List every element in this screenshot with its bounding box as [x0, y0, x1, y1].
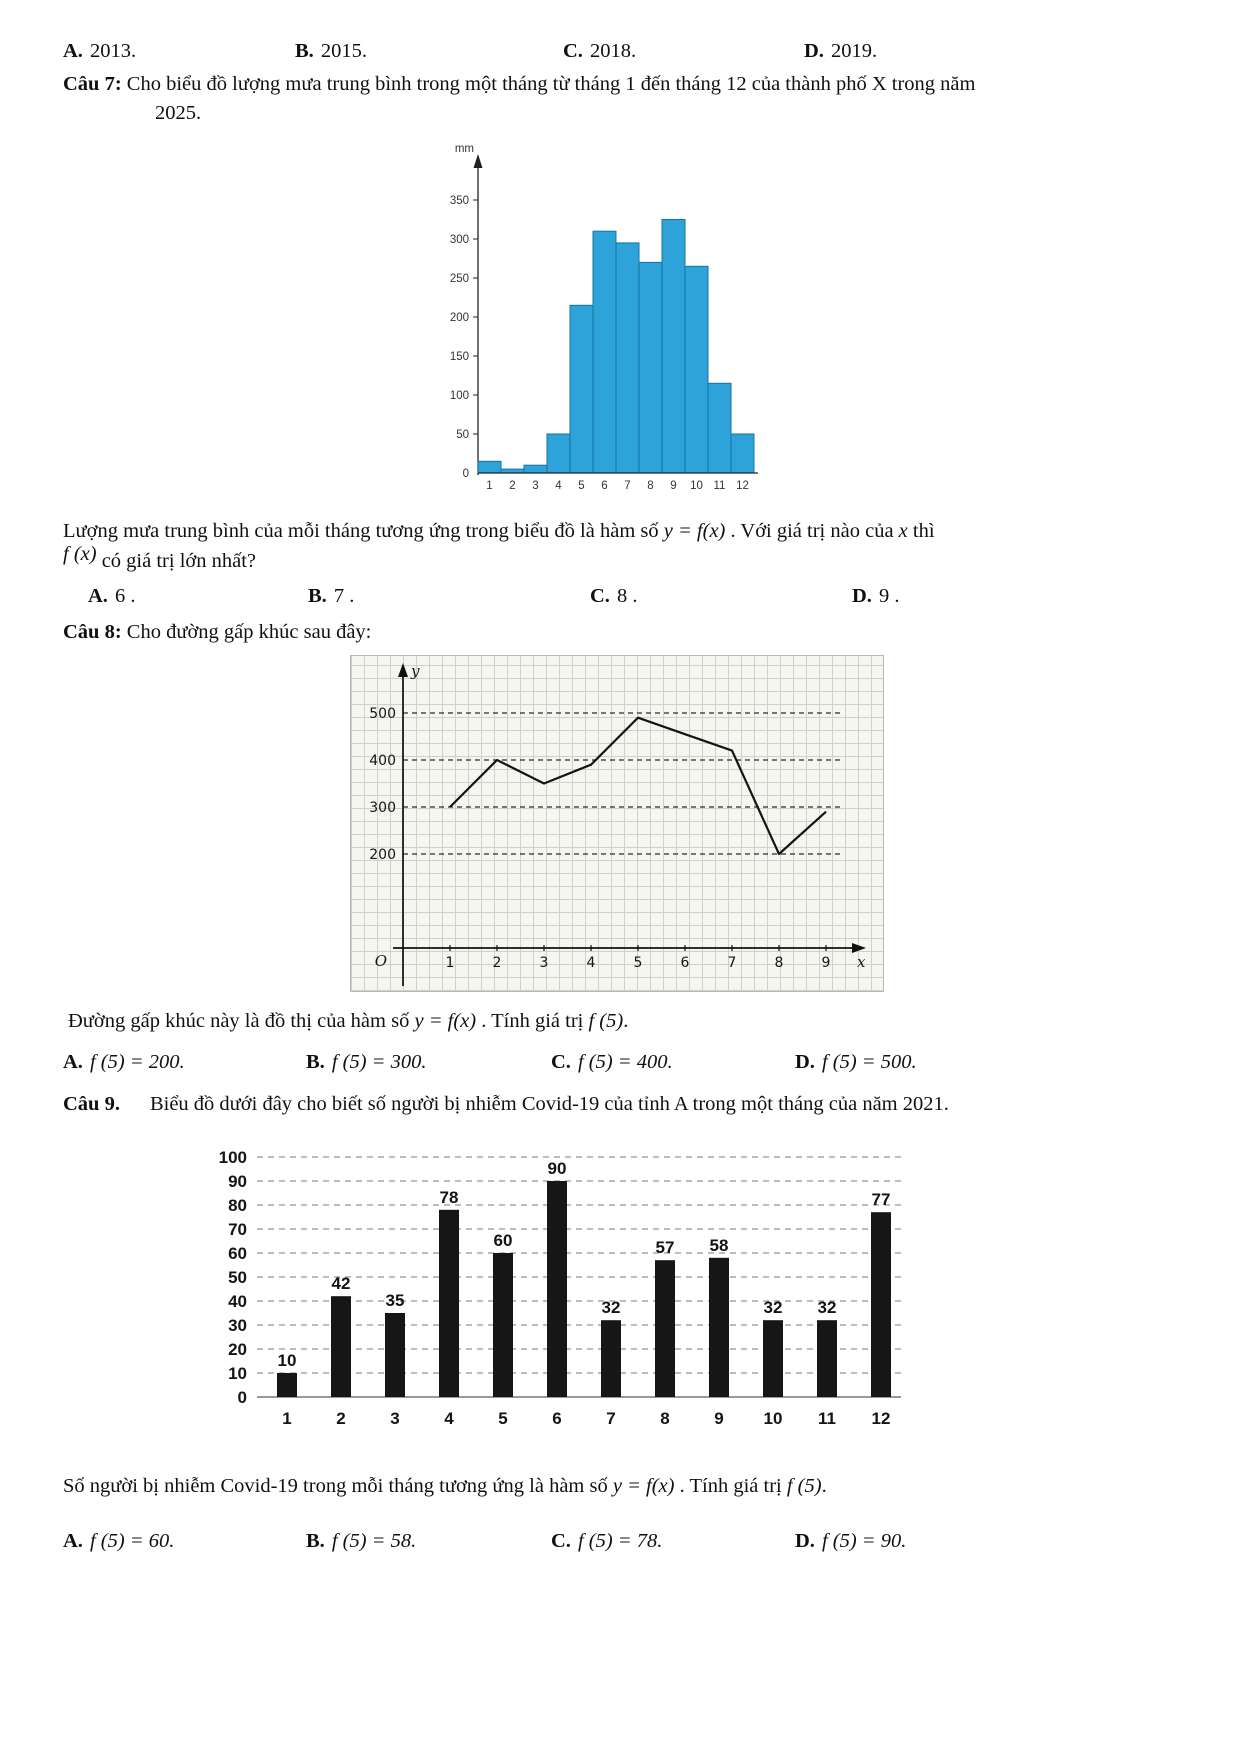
svg-text:9: 9	[670, 480, 677, 493]
svg-text:4: 4	[555, 480, 562, 493]
answer-letter: C.	[551, 1529, 571, 1552]
svg-text:2: 2	[509, 480, 516, 493]
answer-option-d	[795, 1048, 917, 1078]
q7-desc-text: . Với giá trị nào của	[725, 520, 899, 543]
formula-f5: f (5)	[588, 1010, 624, 1033]
answer-letter: A.	[63, 40, 83, 62]
answer-letter: C.	[563, 40, 583, 62]
q8-desc-text: .	[623, 1010, 629, 1033]
svg-text:7: 7	[727, 955, 737, 972]
answer-letter: A.	[63, 1529, 83, 1552]
svg-text:40: 40	[228, 1292, 247, 1312]
question-9-text: Biểu đồ dưới đây cho biết số người bị nhiễm Covid-19 của tỉnh A trong một tháng của năm 2021.	[149, 1093, 949, 1116]
q9-desc-text: . Tính giá trị	[674, 1475, 787, 1498]
svg-text:4: 4	[586, 955, 596, 972]
q7-desc-text-line2: có giá trị lớn nhất?	[96, 549, 256, 572]
question-8-label: Câu 8:	[63, 621, 122, 644]
answer-letter: B.	[308, 584, 327, 607]
svg-text:90: 90	[228, 1172, 247, 1192]
svg-text:1: 1	[445, 955, 455, 972]
q7-desc-text: Lượng mưa trung bình của mỗi tháng tương ứng trong biểu đồ là hàm số	[63, 520, 664, 543]
svg-text:1: 1	[282, 1409, 292, 1429]
answer-option-d	[795, 1527, 906, 1557]
svg-text:77: 77	[871, 1190, 891, 1210]
formula-y-fx: y = f(x)	[612, 1475, 675, 1498]
svg-text:300: 300	[369, 800, 396, 817]
svg-text:5: 5	[498, 1409, 508, 1429]
answer-text: 2019.	[830, 40, 878, 62]
svg-text:80: 80	[228, 1196, 247, 1216]
answer-text: 2018.	[589, 40, 637, 62]
answer-letter: D.	[795, 1529, 815, 1552]
svg-text:6: 6	[680, 955, 690, 972]
answer-text: f (5) = 400.	[577, 1050, 673, 1073]
svg-text:42: 42	[331, 1274, 351, 1294]
svg-text:10: 10	[690, 480, 703, 493]
svg-text:9: 9	[821, 955, 831, 972]
svg-text:200: 200	[449, 312, 469, 325]
answer-text: f (5) = 200.	[89, 1050, 185, 1073]
question-7-label: Câu 7:	[63, 72, 122, 95]
svg-text:250: 250	[449, 273, 469, 286]
svg-text:100: 100	[449, 390, 469, 403]
answer-letter: C.	[590, 584, 610, 607]
svg-text:12: 12	[736, 480, 749, 493]
answer-text: 2015.	[320, 40, 367, 62]
answer-letter: C.	[551, 1050, 571, 1073]
svg-text:7: 7	[624, 480, 631, 493]
svg-text:0: 0	[237, 1388, 247, 1408]
svg-text:70: 70	[228, 1220, 247, 1240]
svg-text:10: 10	[763, 1409, 783, 1429]
answer-option-a	[63, 1048, 306, 1078]
svg-text:8: 8	[660, 1409, 670, 1429]
answer-text: f (5) = 90.	[821, 1529, 907, 1552]
answer-row-question-7	[63, 582, 1183, 612]
svg-text:350: 350	[449, 195, 469, 208]
svg-text:60: 60	[228, 1244, 247, 1264]
formula-fx: f (x)	[63, 542, 97, 565]
answer-letter: B.	[306, 1529, 325, 1552]
svg-text:20: 20	[228, 1340, 247, 1360]
question-8-description	[63, 1007, 1183, 1037]
q9-desc-text: .	[821, 1475, 827, 1498]
formula-y-fx: y = f(x)	[663, 520, 726, 543]
question-8-text: Cho đường gấp khúc sau đây:	[126, 621, 372, 644]
question-7-text: Cho biểu đồ lượng mưa trung bình trong một tháng từ tháng 1 đến tháng 12 của thành phố X trong năm	[126, 72, 976, 95]
svg-text:100: 100	[218, 1148, 247, 1168]
answer-letter: A.	[88, 584, 108, 607]
svg-text:0: 0	[462, 468, 469, 481]
svg-text:57: 57	[655, 1238, 675, 1258]
polyline-graph-chart	[350, 655, 884, 992]
answer-option-a	[63, 1527, 306, 1557]
rainfall-chart-svg	[432, 143, 772, 495]
svg-text:60: 60	[493, 1231, 513, 1251]
covid-bar-chart	[209, 1139, 909, 1445]
svg-text:3: 3	[390, 1409, 400, 1429]
answer-option-d	[852, 582, 899, 612]
answer-letter: D.	[852, 584, 872, 607]
svg-text:32: 32	[763, 1298, 783, 1318]
svg-text:30: 30	[228, 1316, 247, 1336]
answer-letter: D.	[795, 1050, 815, 1073]
svg-text:6: 6	[552, 1409, 562, 1429]
answer-text: f (5) = 78.	[577, 1529, 663, 1552]
svg-text:mm: mm	[454, 143, 474, 156]
answer-option-c	[551, 1048, 795, 1078]
svg-text:78: 78	[439, 1187, 459, 1207]
svg-text:300: 300	[449, 234, 469, 247]
svg-text:50: 50	[456, 429, 469, 442]
q8-desc-text: . Tính giá trị	[476, 1010, 589, 1033]
question-8-statement	[63, 618, 1183, 648]
answer-text: 7 .	[333, 584, 355, 607]
svg-text:400: 400	[369, 753, 396, 770]
answer-option-b	[306, 1527, 551, 1557]
answer-letter: B.	[306, 1050, 325, 1073]
answer-option-b	[306, 1048, 551, 1078]
answer-text: f (5) = 58.	[331, 1529, 417, 1552]
svg-text:2: 2	[492, 955, 502, 972]
answer-option-a	[88, 582, 308, 612]
svg-text:11: 11	[818, 1409, 836, 1429]
answer-text: f (5) = 300.	[331, 1050, 427, 1073]
svg-text:50: 50	[228, 1268, 247, 1288]
svg-text:x: x	[857, 953, 866, 972]
answer-option-d	[804, 37, 877, 67]
question-7-text-line2: 2025.	[155, 102, 202, 125]
covid-chart-svg	[209, 1139, 909, 1439]
answer-text: f (5) = 60.	[89, 1529, 175, 1552]
answer-letter: D.	[804, 40, 824, 62]
svg-text:35: 35	[385, 1291, 405, 1311]
question-7-statement	[63, 70, 1183, 129]
svg-text:150: 150	[449, 351, 469, 364]
svg-text:4: 4	[444, 1409, 454, 1429]
svg-text:58: 58	[709, 1235, 729, 1255]
answer-option-b	[295, 37, 563, 67]
answer-letter: B.	[295, 40, 314, 62]
svg-text:200: 200	[369, 847, 396, 864]
answer-text: 8 .	[616, 584, 638, 607]
svg-text:32: 32	[817, 1298, 837, 1318]
svg-text:2: 2	[336, 1409, 346, 1429]
variable-x: x	[898, 520, 908, 543]
svg-text:10: 10	[277, 1351, 297, 1371]
polyline-chart-svg	[351, 656, 881, 989]
answer-letter: A.	[63, 1050, 83, 1073]
question-7-description	[63, 517, 1183, 576]
svg-text:3: 3	[539, 955, 549, 972]
question-9-statement	[63, 1090, 1183, 1120]
answer-row-question-9	[63, 1527, 1183, 1557]
svg-text:5: 5	[633, 955, 643, 972]
svg-text:1: 1	[486, 480, 493, 493]
formula-y-fx: y = f(x)	[414, 1010, 477, 1033]
svg-text:12: 12	[871, 1409, 891, 1429]
answer-option-c	[563, 37, 804, 67]
svg-text:9: 9	[714, 1409, 724, 1429]
question-9-label: Câu 9.	[63, 1093, 120, 1116]
svg-text:500: 500	[369, 706, 396, 723]
svg-text:8: 8	[647, 480, 654, 493]
svg-text:11: 11	[713, 480, 726, 493]
svg-text:10: 10	[228, 1364, 247, 1384]
answer-row-question-8	[63, 1048, 1183, 1078]
svg-text:O: O	[374, 952, 387, 971]
answer-option-a	[63, 37, 295, 67]
svg-text:90: 90	[547, 1159, 567, 1179]
svg-text:8: 8	[774, 955, 784, 972]
answer-option-c	[551, 1527, 795, 1557]
svg-text:6: 6	[601, 480, 608, 493]
svg-text:32: 32	[601, 1298, 621, 1318]
q7-desc-text: thì	[907, 520, 935, 543]
svg-text:7: 7	[606, 1409, 616, 1429]
formula-f5: f (5)	[786, 1475, 822, 1498]
answer-text: 6 .	[114, 584, 136, 607]
svg-text:y: y	[411, 662, 420, 681]
answer-text: 9 .	[878, 584, 900, 607]
answer-option-b	[308, 582, 590, 612]
question-9-description	[63, 1472, 1183, 1502]
answer-text: f (5) = 500.	[821, 1050, 917, 1073]
q9-desc-text: Số người bị nhiễm Covid-19 trong mỗi tháng tương ứng là hàm số	[63, 1475, 613, 1498]
svg-text:3: 3	[532, 480, 539, 493]
rainfall-bar-chart	[432, 143, 772, 501]
answer-option-c	[590, 582, 852, 612]
answer-text: 2013.	[89, 40, 137, 62]
svg-text:5: 5	[578, 480, 585, 493]
q8-desc-text: Đường gấp khúc này là đồ thị của hàm số	[68, 1010, 415, 1033]
answer-row-previous-question	[63, 37, 1183, 67]
